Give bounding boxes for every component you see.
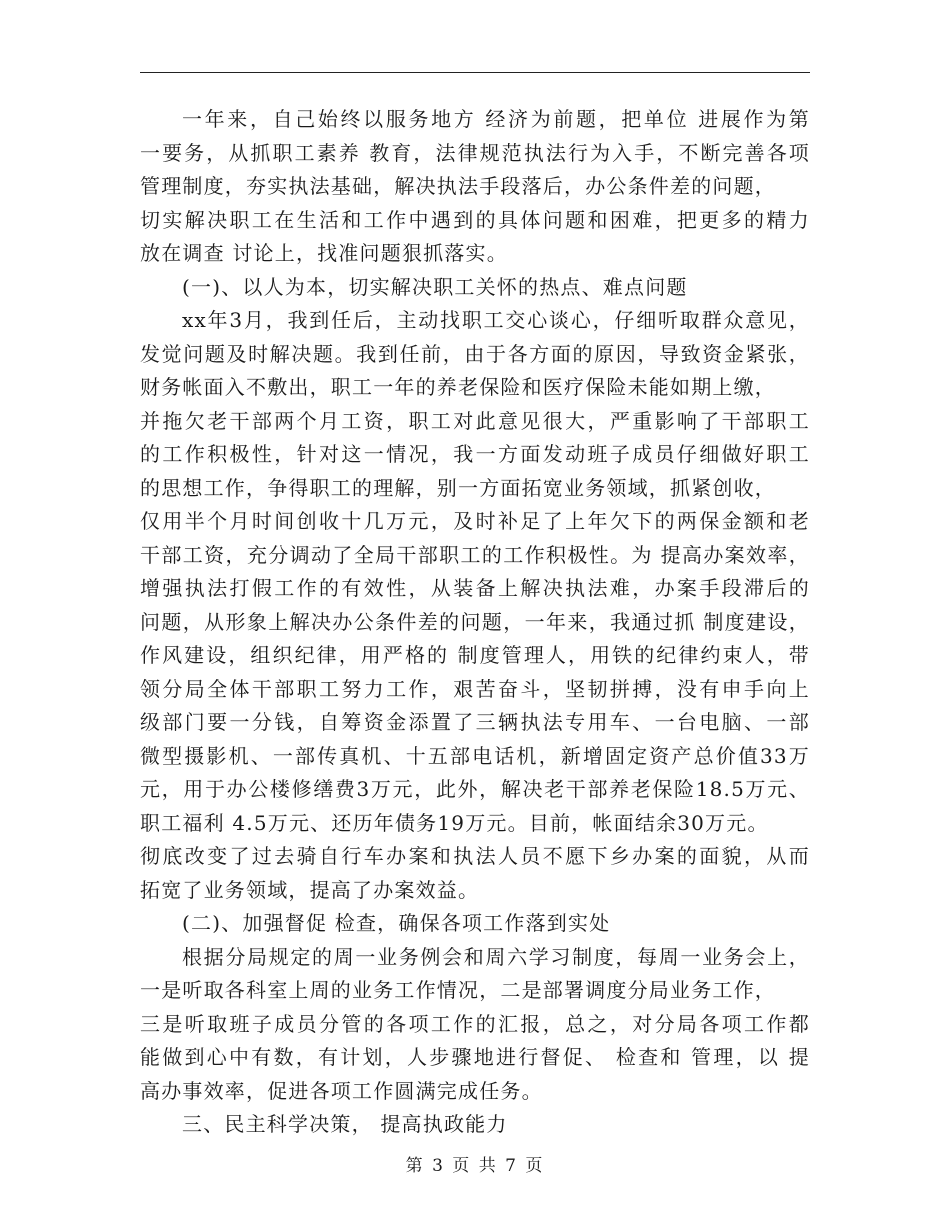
text-line: 三是听取班子成员分管的各项工作的汇报，总之，对分局各项工作都 (140, 1011, 810, 1036)
text-line: 问题，从形象上解决办公条件差的问题，一年来，我通过抓 制度建设， (140, 609, 810, 634)
text-line: 领分局全体干部职工努力工作，艰苦奋斗，坚韧拼搏，没有申手向上 (140, 676, 810, 701)
text-line: 增强执法打假工作的有效性，从装备上解决执法难，办案手段滞后的 (140, 576, 810, 600)
text-line: 发觉问题及时解决题。我到任前，由于各方面的原因，导致资金紧张， (140, 341, 810, 366)
text-line: 三、民主科学决策， 提高执政能力 (182, 1112, 508, 1136)
text-line: 彻底改变了过去骑自行车办案和执法人员不愿下乡办案的面貌，从而 (140, 844, 810, 868)
text-line: 管理制度，夯实执法基础，解决执法手段落后，办公条件差的问题， (140, 174, 776, 198)
header-rule (140, 72, 810, 73)
text-line: 仅用半个月时间创收十几万元，及时补足了上年欠下的两保金额和老 (140, 509, 810, 533)
page-number: 第 3 页 共 7 页 (405, 1156, 545, 1176)
text-line: 一要务，从抓职工素养 教育，法律规范执法行为入手，不断完善各项 (140, 140, 810, 165)
text-line: 的思想工作，争得职工的理解，别一方面拓宽业务领域，抓紧创收， (140, 475, 776, 500)
text-line: 微型摄影机、一部传真机、十五部电话机，新增固定资产总价值33万 (140, 743, 810, 768)
text-line: 作风建设，组织纪律，用严格的 制度管理人，用铁的纪律约束人，带 (140, 643, 810, 667)
text-line: (二)、加强督促 检查，确保各项工作落到实处 (182, 911, 611, 935)
text-line: 切实解决职工在生活和工作中遇到的具体问题和困难，把更多的精力 (140, 207, 810, 232)
text-line: 并拖欠老干部两个月工资，职工对此意见很大，严重影响了干部职工 (140, 408, 810, 433)
text-line: 级部门要一分钱，自筹资金添置了三辆执法专用车、一台电脑、一部 (140, 710, 810, 734)
text-line: 元，用于办公楼修缮费3万元，此外，解决老干部养老保险18.5万元、 (140, 777, 810, 801)
text-line: 一年来，自己始终以服务地方 经济为前题，把单位 进展作为第 (182, 107, 810, 131)
text-line: 高办事效率，促进各项工作圆满完成任务。 (140, 1078, 543, 1103)
text-line: xx年3月，我到任后，主动找职工交心谈心，仔细听取群众意见， (182, 308, 810, 332)
text-line: 根据分局规定的周一业务例会和周六学习制度，每周一业务会上， (182, 944, 810, 969)
text-line: (一)、以人为本，切实解决职工关怀的热点、难点问题 (182, 274, 688, 299)
document-body (140, 103, 810, 1142)
text-line: 的工作积极性，针对这一情况，我一方面发动班子成员仔细做好职工 (140, 442, 810, 466)
text-line: 能做到心中有数，有计划，人步骤地进行督促、 检查和 管理，以 提 (140, 1045, 810, 1069)
text-line: 一是听取各科室上周的业务工作情况，二是部署调度分局业务工作， (140, 978, 776, 1002)
text-line: 拓宽了业务领域，提高了办案效益。 (140, 877, 480, 902)
text-line: 职工福利 4.5万元、还历年债务19万元。目前，帐面结余30万元。 (140, 810, 769, 835)
text-line: 干部工资，充分调动了全局干部职工的工作积极性。为 提高办案效率， (140, 542, 810, 567)
text-line: 财务帐面入不敷出，职工一年的养老保险和医疗保险未能如期上缴， (140, 375, 776, 399)
text-line: 放在调查 讨论上，找准问题狠抓落实。 (140, 241, 508, 265)
